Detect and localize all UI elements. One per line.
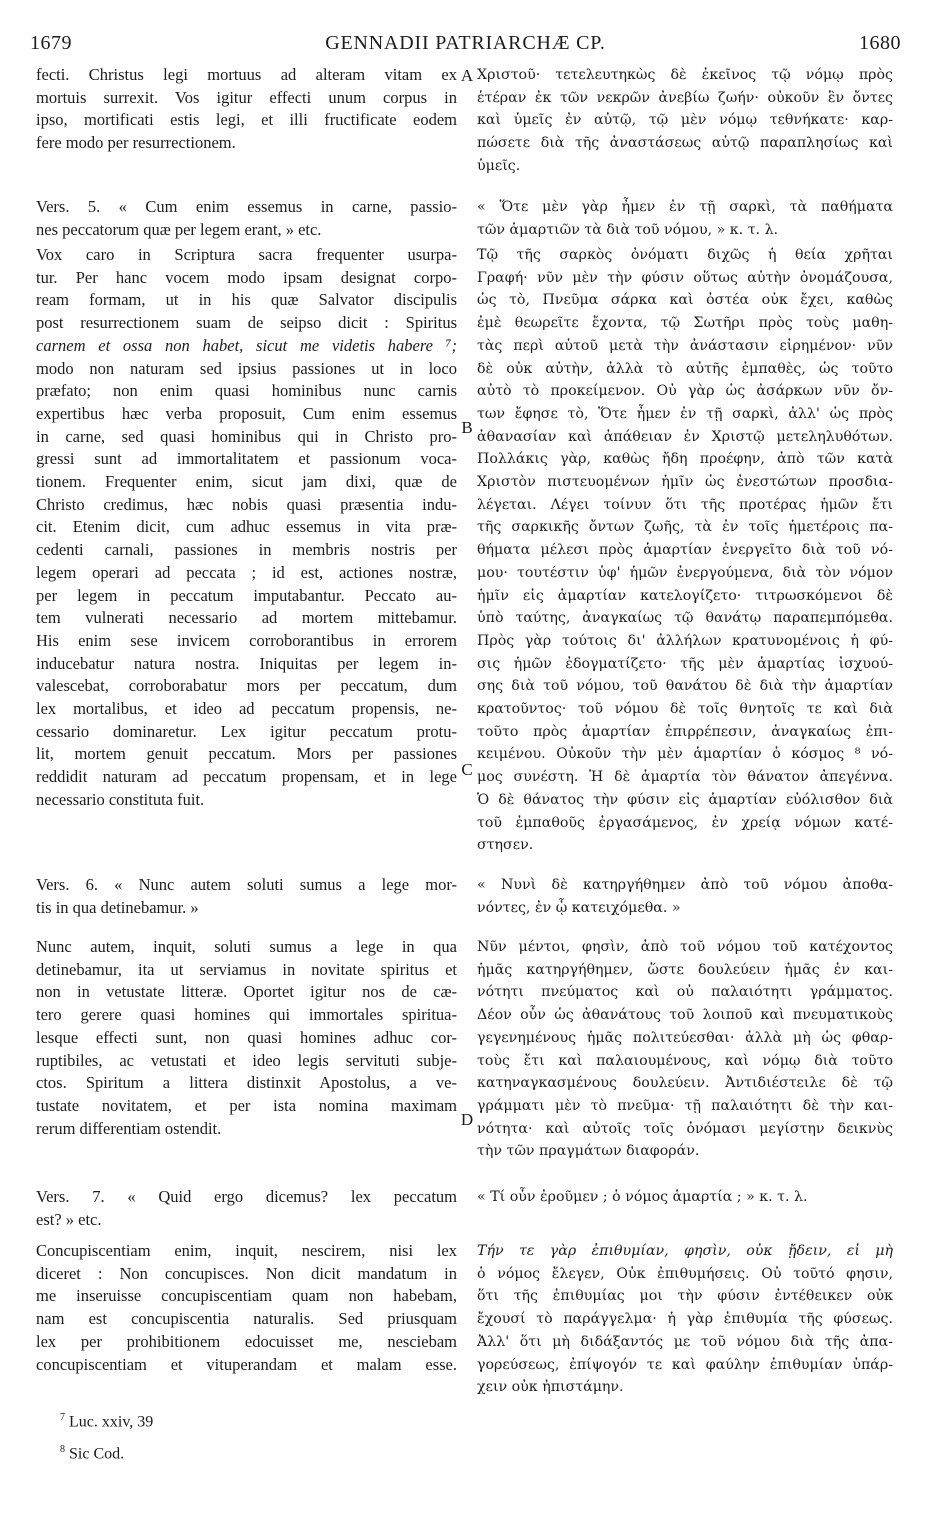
latin-line: mortuis surrexit. Vos igitur effecti unum corpus in (36, 87, 457, 107)
latin-line: concupiscentiam et vituperandam et malam esse. (36, 1354, 457, 1374)
latin-line: gressi sunt ad immortalitatem et passionum voca- (36, 449, 457, 469)
footnote (60, 1444, 124, 1463)
latin-line: expertibus hæc verba proposuit, Cum enim essemus (36, 403, 457, 423)
margin-marker-d: D (460, 1110, 474, 1129)
greek-line: « Τί οὖν ἐροῦμεν ; ὁ νόμος ἁμαρτία ; » κ. τ. λ. (477, 1189, 808, 1205)
greek-line: ἀθανασίαν καὶ ἀπάθειαν ἐν Χριστῷ μετεληλυθότων. (477, 428, 893, 445)
latin-line: tis in qua detinebamur. » (36, 897, 199, 917)
latin-line: præfato; non enim quasi hominibus nunc carnis (36, 381, 457, 401)
greek-line: δὲ οὐκ αὐτὴν, ἀλλὰ τὸ αὐτῆς ἐμπαθὲς, ὡς τοῦτο (477, 360, 893, 377)
latin-line: inducebatur natura nostra. Iniquitas per legem in- (36, 653, 457, 673)
latin-line: post resurrectionem suam de seipso dicit : Spiritus (36, 313, 457, 333)
latin-line: Vers. 6. « Nunc autem soluti sumus a lege mor- (36, 875, 457, 894)
greek-line: θήματα μέλεσι πρὸς ἁμαρτίαν ἐνεργεῖτο διὰ τοῦ νό- (477, 542, 893, 559)
greek-line: των ἔφησε τὸ, Ὅτε ἦμεν ἐν τῇ σαρκὶ, ἀλλ' ὡς πρὸς (477, 405, 893, 422)
latin-line: carnem et ossa non habet, sicut me videtis habere ⁷; (36, 335, 457, 355)
margin-marker-c: C (461, 760, 473, 779)
greek-line: Χριστὸν πιστευομένων ἡμῖν ὡς ἐνεστώτων προσδια- (477, 474, 893, 491)
greek-line: ἐμὲ θεωρεῖτε ἔχοντα, τῷ Σωτῆρι πρὸς τοὺς μαθη- (477, 315, 893, 332)
latin-line: necessario constituta fuit. (36, 789, 205, 809)
greek-line: τοῦτο πρὸς ἁμαρτίαν ἐπιρρέπεσιν, ἀναγκαίως ἐπι- (477, 723, 893, 740)
latin-block-2 (36, 244, 457, 812)
greek-verse-6 (477, 874, 893, 919)
greek-line: σης διὰ τοῦ νόμου, τοῦ θανάτου δὲ διὰ τὴν ἁμαρτίαν (477, 678, 893, 695)
latin-line: est? » etc. (36, 1209, 102, 1229)
latin-line: me inseruisse concupiscentiam quam non habebam, (36, 1286, 457, 1306)
page-header (30, 32, 901, 62)
latin-line: diceret : Non concupisces. Non dicit mandatum in (36, 1263, 457, 1283)
latin-line: detinebamur, ita ut serviamus in novitate spiritus et (36, 959, 457, 979)
greek-line: τοὺς ἔτι καὶ παλαιουμένους, καὶ νόμῳ διὰ τοῦτο (477, 1052, 893, 1069)
latin-line: ream formam, ut in his quæ Salvator discipulis (36, 290, 457, 310)
greek-line: πώσετε διὰ τῆς ἀναστάσεως αὐτῷ παραπλησίως καὶ (477, 135, 893, 152)
greek-line: μος συνέστη. Ἡ δὲ ἁμαρτία τὸν θάνατον ἀπεγέννα. (477, 769, 893, 786)
latin-block-4 (36, 1240, 457, 1376)
latin-line: lit, mortem genuit peccatum. Mors per passiones (36, 744, 457, 764)
footnote-text: Sic Cod. (69, 1445, 125, 1463)
greek-line: Νῦν μέντοι, φησὶν, ἀπὸ τοῦ νόμου τοῦ κατέχοντος (477, 939, 893, 955)
greek-block-1 (477, 64, 893, 178)
latin-line: Vers. 5. « Cum enim essemus in carne, passio- (36, 197, 457, 216)
greek-line: γορεύσεως, ἐπίψογόν τε καὶ φαύλην ἐπιθυμίαν ὑπάρ- (477, 1356, 893, 1373)
greek-line: νότητα· καὶ αὐτοῖς τοῖς ὀνόμασι μεγίστην δεικνὺς (477, 1120, 893, 1137)
greek-line: γεγενημένους ἡμᾶς πολιτεύεσθαι· ἀλλὰ μὴ ὡς φθαρ- (477, 1029, 893, 1046)
latin-block-3 (36, 936, 457, 1140)
greek-line: σις ἡμῶν ἐδογματίζετο· τῆς μὲν ἁμαρτίας ἰσχυού- (477, 655, 893, 672)
latin-line: lex mortalibus, et ideo ad peccatum propensis, ne- (36, 699, 457, 719)
latin-line: nes peccatorum quæ per legem erant, » etc. (36, 219, 322, 239)
page-number-right: 1680 (859, 32, 901, 54)
latin-line: ipso, mortificati estis legi, et illi fructificate eodem (36, 110, 457, 130)
greek-line: Δέον οὖν ὡς ἀθανάτους τοῦ λοιποῦ καὶ πνευματικοὺς (477, 1007, 893, 1024)
greek-line: τὰς περὶ αὐτοῦ μετὰ τὴν ἀνάστασιν εἰρημένον· νῦν (477, 337, 893, 354)
footnote (60, 1412, 153, 1431)
greek-line: τὴν τῶν πραγμάτων διαφοράν. (477, 1143, 700, 1160)
margin-marker-a: A (460, 66, 474, 85)
greek-line: « Νυνὶ δὲ κατηργήθημεν ἀπὸ τοῦ νόμου ἀποθα- (477, 877, 893, 893)
greek-line: κρατοῦντος· τοῦ νόμου δὲ τοῖς θνητοῖς τε καὶ διὰ (477, 701, 893, 718)
greek-block-4 (477, 1240, 893, 1399)
greek-block-3 (477, 936, 893, 1163)
greek-line: ὑπὸ ταύτης, ἀναγκαίως τῷ θανάτῳ παραπεμπόμεθα. (477, 610, 893, 627)
latin-line: tem vulnerati necessario ad mortem mittebamur. (36, 608, 457, 628)
greek-line: « Ὅτε μὲν γὰρ ἦμεν ἐν τῇ σαρκὶ, τὰ παθήματα (477, 199, 893, 215)
greek-line: νόντες, ἐν ᾧ κατειχόμεθα. » (477, 899, 681, 916)
latin-line: tero gerere quasi homines qui immortales spiritua- (36, 1005, 457, 1025)
footnote-text: Luc. xxiv, 39 (69, 1413, 154, 1431)
greek-line: Χριστοῦ· τετελευτηκὼς δὲ ἐκεῖνος τῷ νόμῳ πρὸς (477, 67, 893, 83)
footnote-mark: 7 (60, 1412, 65, 1423)
greek-line: ἔχουσί τὸ παράγγελμα· ἡ γὰρ ἐπιθυμία τῆς φύσεως. (477, 1311, 893, 1328)
greek-line: ἡμῖν εἰς ἁμαρτίαν κατελογίζετο· τιτρωσκόμενοι δὲ (477, 587, 893, 604)
latin-line: rerum differentiam ostendit. (36, 1118, 222, 1138)
greek-line: αὐτὸ τὸ προκείμενον. Οὐ γὰρ ὡς ἀσάρκων νῦν ὄν- (477, 383, 893, 400)
greek-line: Ὁ δὲ θάνατος τὴν φύσιν εἰς ἁμαρτίαν εὐόλισθον διὰ (477, 791, 893, 808)
latin-line: per legem in peccatum imputabantur. Peccato au- (36, 585, 457, 605)
greek-line: κειμένου. Οὐκοῦν τὴν μὲν ἁμαρτίαν ὁ κόσμος ⁸ νό- (477, 746, 893, 763)
latin-line: Vox caro in Scriptura sacra frequenter usurpa- (36, 245, 457, 264)
latin-line: in carne, sed quasi hominibus qui in Christo pro- (36, 426, 457, 446)
latin-line: cedenti carnali, passiones in membris nostris per (36, 540, 457, 560)
greek-line: κατηναγκασμένους δουλεύειν. Ἀντιδιέστειλε δὲ τῷ (477, 1075, 893, 1092)
greek-line: χειν οὐκ ἠπιστάμην. (477, 1379, 624, 1396)
latin-line: fecti. Christus legi mortuus ad alteram vitam ex (36, 65, 457, 84)
latin-line: fere modo per resurrectionem. (36, 133, 236, 153)
latin-verse-6 (36, 874, 457, 919)
footnote-mark: 8 (60, 1444, 65, 1455)
latin-line: cit. Etenim dicit, cum adhuc essemus in vita præ- (36, 517, 457, 537)
page-number-left: 1679 (30, 32, 72, 54)
latin-line: modo non naturam sed ipsius passiones ut in loco (36, 358, 457, 378)
running-title: GENNADII PATRIARCHÆ CP. (325, 32, 606, 54)
greek-line: τοῦ ἐμπαθοῦς ἐργασάμενος, ἐν χρείᾳ νόμων κατέ- (477, 814, 893, 831)
latin-verse-5 (36, 196, 457, 241)
greek-line: ὅτι τῆς ἐπιθυμίας μοι τὴν φύσιν ἐντέθεικεν οὐκ (477, 1288, 893, 1305)
greek-line: τῆς σαρκικῆς ὄντων ζωῆς, τὰ ἐν τοῖς ἡμετέροις πα- (477, 519, 893, 536)
latin-line: Christo credimus, hæc nobis quasi præsentia indu- (36, 494, 457, 514)
greek-line: νότητι πνεύματος καὶ οὐ παλαιότητι γράμματος. (477, 984, 893, 1001)
latin-line: lex per prohibitionem edocuisset me, nesciebam (36, 1331, 457, 1351)
greek-line: ὁ νόμος ἔλεγεν, Οὐκ ἐπιθυμήσεις. Οὐ τοῦτό φησιν, (477, 1265, 893, 1282)
latin-line: cessario dominaretur. Lex igitur peccatum protu- (36, 721, 457, 741)
greek-line: Πολλάκις γὰρ, καθὼς ἤδη προέφην, ἀπὸ τῶν κατὰ (477, 451, 893, 468)
greek-line: Τήν τε γὰρ ἐπιθυμίαν, φησὶν, οὐκ ᾔδειν, εἰ μὴ (477, 1243, 893, 1259)
greek-line: ὡς τὸ, Πνεῦμα σάρκα καὶ ὀστέα οὐκ ἔχει, καθὼς (477, 292, 893, 309)
latin-line: Concupiscentiam enim, inquit, nescirem, nisi lex (36, 1241, 457, 1260)
greek-verse-7 (477, 1186, 893, 1209)
greek-line: Πρὸς γὰρ τούτοις δι' ἀλλήλων κρατυνομένοις ἡ φύ- (477, 632, 893, 649)
latin-line: reddidit naturam ad peccatum propensam, et in lege (36, 767, 457, 787)
greek-line: γράμματι μὲν τὸ πνεῦμα· τῇ παλαιότητι δὲ τὴν και- (477, 1097, 893, 1114)
latin-line: legem operari ad peccata ; id est, actiones nostræ, (36, 562, 457, 582)
latin-line: valescebat, corroborabatur mors per peccatum, dum (36, 676, 457, 696)
greek-line: ἑτέραν ἐκ τῶν νεκρῶν ἀνεβίω ζωήν· οὐκοῦν ἓν ὄντες (477, 89, 893, 106)
margin-marker-b: B (461, 418, 473, 437)
latin-line: tustate novitatem, et per ista nomina maximam (36, 1095, 457, 1115)
latin-line: lesque effecti sunt, non quasi homines adhuc cor- (36, 1027, 457, 1047)
greek-line: μου· τουτέστιν ὑφ' ἡμῶν ἐνεργούμενα, διὰ τὸν νόμον (477, 564, 893, 581)
latin-block-1 (36, 64, 457, 155)
greek-line: Τῷ τῆς σαρκὸς ὀνόματι διχῶς ἡ θεία χρῆται (477, 247, 893, 263)
latin-line: nam est concupiscentia naturalis. Sed priusquam (36, 1309, 457, 1329)
latin-line: Nunc autem, inquit, soluti sumus a lege in qua (36, 937, 457, 956)
greek-line: ὑμεῖς. (477, 157, 521, 174)
greek-line: λέγεται. Λέγει τοίνυν ὅτι τῆς προτέρας ἡμῶν ἔτι (477, 496, 893, 513)
greek-line: τῶν ἁμαρτιῶν τὰ διὰ τοῦ νόμου, » κ. τ. λ. (477, 221, 779, 238)
latin-line: ctos. Spiritum a littera distinxit Apostolus, a ve- (36, 1073, 457, 1093)
greek-line: Γραφή· νῦν μὲν τὴν φύσιν οὕτως αὐτὴν ὀνομάζουσα, (477, 269, 893, 286)
latin-line: ruptibiles, ac vetustati et ideo legis servituti subje- (36, 1050, 457, 1070)
latin-verse-7 (36, 1186, 457, 1231)
latin-line: tur. Per hanc vocem modo ipsam designat corpo- (36, 267, 457, 287)
latin-line: tionem. Frequenter enim, sicut jam dixi, quæ de (36, 472, 457, 492)
greek-line: καὶ ὑμεῖς ἐν αὐτῷ, τῷ μὲν νόμῳ τεθνήκατε· καρ- (477, 112, 893, 129)
greek-line: στησεν. (477, 837, 534, 854)
greek-block-2 (477, 244, 893, 857)
greek-line: Ἀλλ' ὅτι μὴ διδάξαντός με τοῦ νόμου διὰ τῆς ἀπα- (477, 1333, 893, 1350)
latin-line: Vers. 7. « Quid ergo dicemus? lex peccatum (36, 1187, 457, 1206)
latin-line: His enim sese invicem corroborantibus in errorem (36, 630, 457, 650)
greek-verse-5 (477, 196, 893, 241)
greek-line: ἡμᾶς κατηργήθημεν, ὥστε δουλεύειν ἡμᾶς ἐν και- (477, 961, 893, 978)
latin-line: non in vetustate litteræ. Oportet igitur nos de cæ- (36, 982, 457, 1002)
